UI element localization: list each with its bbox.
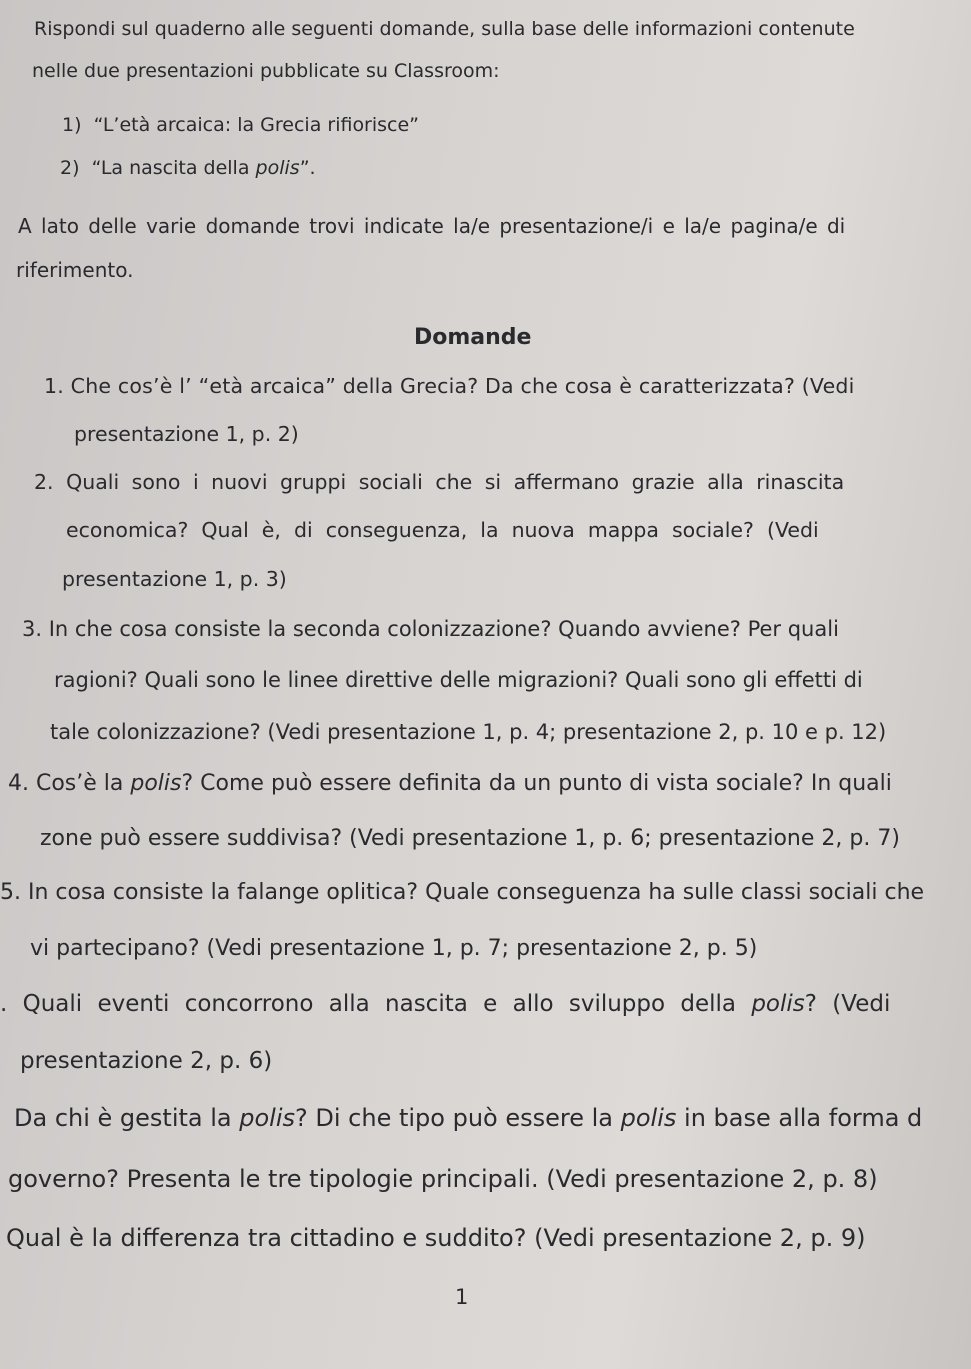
question-7-polis-2: polis xyxy=(620,1104,677,1132)
page-number: 1 xyxy=(455,1285,469,1309)
question-3-line-2: ragioni? Quali sono le linee direttive delle migrazioni? Quali sono gli effetti di xyxy=(54,668,863,692)
question-1-line-2: presentazione 1, p. 2) xyxy=(74,422,299,446)
question-8-line-1: Qual è la differenza tra cittadino e suddito? (Vedi presentazione 2, p. 9) xyxy=(6,1224,866,1252)
intro-item-1-number: 1) xyxy=(62,114,82,136)
question-1-line-1: 1. Che cos’è l’ “età arcaica” della Grecia? Da che cosa è caratterizzata? (Vedi xyxy=(44,374,855,398)
question-2-line-3: presentazione 1, p. 3) xyxy=(62,567,287,591)
note-line-1: A lato delle varie domande trovi indicate la/e presentazione/i e la/e pagina/e di xyxy=(18,214,846,238)
intro-item-1-text: “L’età arcaica: la Grecia rifiorisce” xyxy=(93,114,420,136)
intro-item-1 xyxy=(62,114,419,136)
question-7-line-2: governo? Presenta le tre tipologie principali. (Vedi presentazione 2, p. 8) xyxy=(8,1165,878,1193)
question-3-line-3: tale colonizzazione? (Vedi presentazione 1, p. 4; presentazione 2, p. 10 e p. 12) xyxy=(50,720,887,744)
question-2-line-2: economica? Qual è, di conseguenza, la nuova mappa sociale? (Vedi xyxy=(66,518,819,542)
question-5-line-1: 5. In cosa consiste la falange oplitica? Quale conseguenza ha sulle classi sociali che xyxy=(0,880,925,905)
intro-line-1: Rispondi sul quaderno alle seguenti domande, sulla base delle informazioni contenute xyxy=(34,18,855,40)
question-3-line-1: 3. In che cosa consiste la seconda colonizzazione? Quando avviene? Per quali xyxy=(22,617,839,641)
question-6-line-2: presentazione 2, p. 6) xyxy=(20,1048,273,1074)
intro-item-2-polis: polis xyxy=(255,157,300,179)
question-4-polis: polis xyxy=(130,771,182,796)
question-5-line-2: vi partecipano? (Vedi presentazione 1, p. 7; presentazione 2, p. 5) xyxy=(30,936,758,961)
section-heading: Domande xyxy=(414,325,532,350)
question-7-polis-1: polis xyxy=(239,1104,296,1132)
question-6-polis: polis xyxy=(751,991,805,1017)
note-line-2: riferimento. xyxy=(16,258,134,282)
question-2-line-1: 2. Quali sono i nuovi gruppi sociali che si affermano grazie alla rinascita xyxy=(34,470,845,494)
question-6-line-1: . Quali eventi concorrono alla nascita e allo sviluppo della polis? (Vedi xyxy=(0,991,891,1017)
intro-line-2: nelle due presentazioni pubblicate su Classroom: xyxy=(32,60,500,82)
intro-item-2 xyxy=(60,157,316,179)
intro-item-2-text-b: ”. xyxy=(299,157,316,179)
intro-item-2-text-a: “La nascita della xyxy=(91,157,256,179)
intro-item-2-number: 2) xyxy=(60,157,80,179)
question-4-line-1: 4. Cos’è la polis? Come può essere definita da un punto di vista sociale? In quali xyxy=(8,771,892,796)
question-4-line-2: zone può essere suddivisa? (Vedi presentazione 1, p. 6; presentazione 2, p. 7) xyxy=(40,826,900,851)
question-7-line-1: Da chi è gestita la polis? Di che tipo può essere la polis in base alla forma d xyxy=(14,1104,923,1132)
